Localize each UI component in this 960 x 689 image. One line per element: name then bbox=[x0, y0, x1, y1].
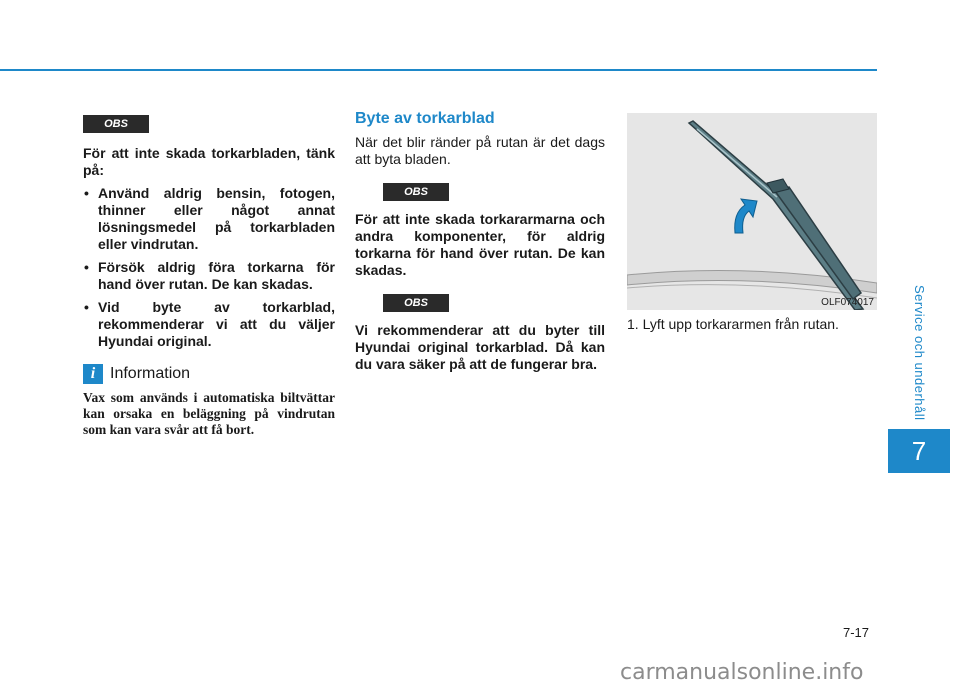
obs-text: För att inte skada torkararmarna och andra komponenter, för aldrig torkarna för hand över rutan. De kan skadas. bbox=[355, 211, 605, 278]
info-title: Information bbox=[110, 365, 191, 382]
obs-badge: OBS bbox=[83, 115, 149, 133]
figure-caption: 1. Lyft upp torkararmen från rutan. bbox=[627, 316, 839, 332]
watermark: carmanualsonline.info bbox=[620, 660, 864, 685]
obs-badge: OBS bbox=[383, 183, 449, 201]
info-icon: i bbox=[83, 364, 103, 384]
wiper-illustration bbox=[627, 113, 877, 310]
list-item: • Vid byte av torkarblad, rekommenderar vi att du väljer Hyundai original. bbox=[84, 299, 335, 349]
column-right bbox=[627, 113, 877, 333]
info-text: Vax som används i automatiska biltvättar kan orsaka en beläggning på vindrutan som kan vara svår att få bort. bbox=[83, 390, 335, 437]
chapter-side-title: Service och underhåll bbox=[912, 285, 927, 421]
section-intro: När det blir ränder på rutan är det dags att byta bladen. bbox=[355, 134, 605, 167]
column-left bbox=[83, 114, 335, 438]
warning-intro: För att inte skada torkarbladen, tänk på: bbox=[83, 145, 335, 178]
info-heading bbox=[83, 364, 335, 384]
bullet-icon: • bbox=[84, 299, 89, 315]
wiper-arm-drawing bbox=[627, 113, 877, 310]
bullet-icon: • bbox=[84, 259, 89, 275]
warning-list bbox=[83, 185, 335, 350]
page-number: 7-17 bbox=[843, 625, 870, 640]
chapter-number-badge: 7 bbox=[888, 429, 950, 473]
column-middle bbox=[355, 110, 605, 373]
section-title: Byte av torkarblad bbox=[355, 110, 495, 127]
list-item: • Försök aldrig föra torkarna för hand över rutan. De kan skadas. bbox=[84, 259, 335, 292]
figure-code: OLF074017 bbox=[821, 297, 874, 308]
bullet-icon: • bbox=[84, 185, 89, 201]
obs-badge: OBS bbox=[383, 294, 449, 312]
top-rule bbox=[0, 69, 877, 71]
list-item: • Använd aldrig bensin, fotogen, thinner eller något annat lösningsmedel på torkarbladen eller vindrutan. bbox=[84, 185, 335, 252]
obs-text: Vi rekommenderar att du byter till Hyundai original torkarblad. Då kan du vara säker på att de fungerar bra. bbox=[355, 322, 605, 372]
